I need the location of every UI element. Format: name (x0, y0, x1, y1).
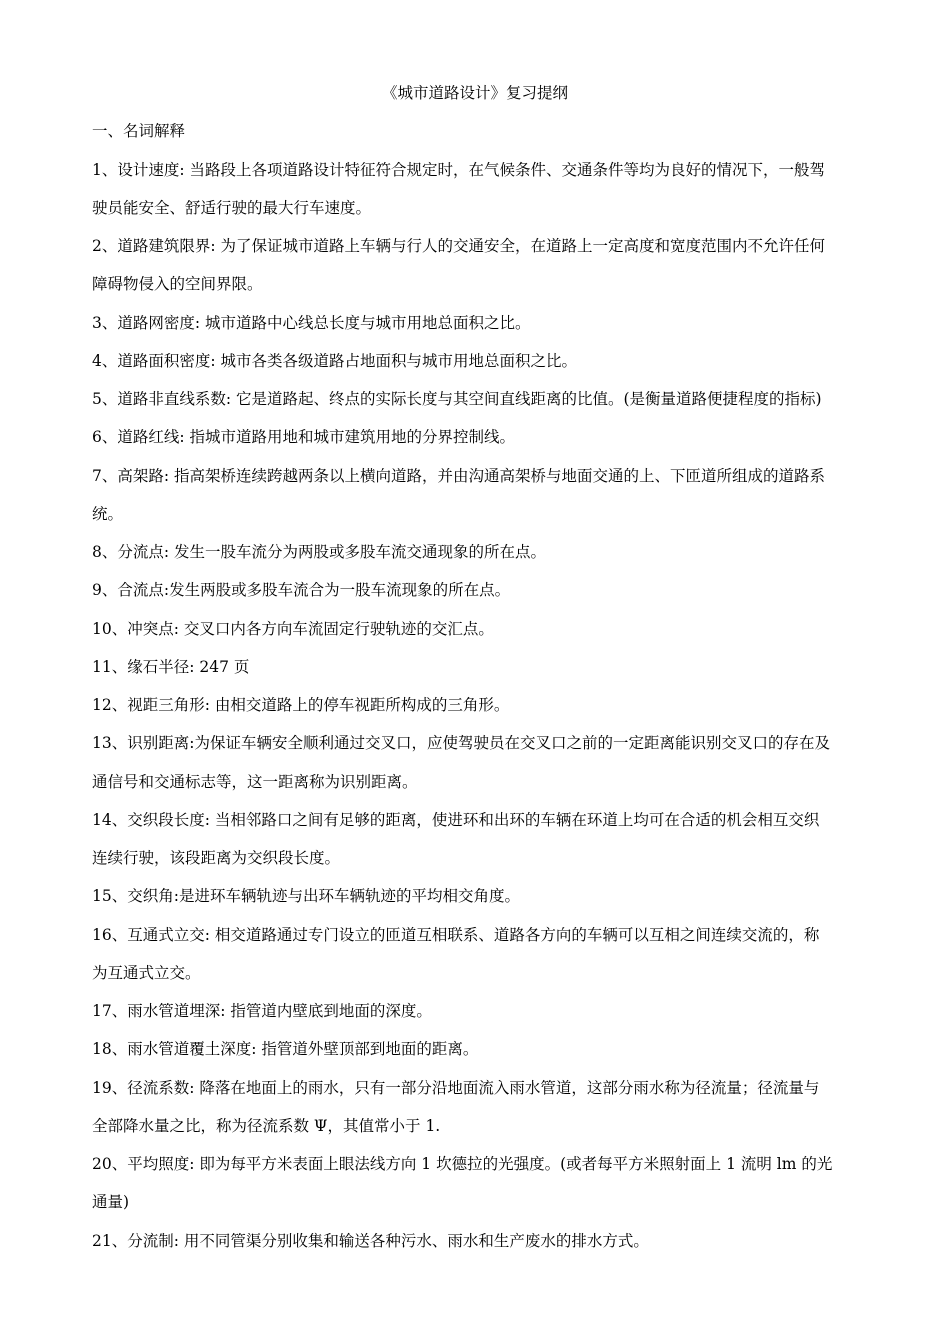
text-line: 驶员能安全、舒适行驶的最大行车速度。 (92, 199, 372, 217)
text-line: 13、识别距离:为保证车辆安全顺利通过交叉口，应使驾驶员在交叉口之前的一定距离能识别交叉口的存在及 (92, 734, 830, 752)
text-line: 20、平均照度: 即为每平方米表面上眼法线方向 1 坎德拉的光强度。(或者每平方米照射面上 1 流明 lm 的光 (92, 1155, 833, 1173)
text-line: 2、道路建筑限界: 为了保证城市道路上车辆与行人的交通安全，在道路上一定高度和宽度范围内不允许任何 (92, 237, 826, 255)
text-line: 21、分流制: 用不同管渠分别收集和输送各种污水、雨水和生产废水的排水方式。 (92, 1232, 649, 1250)
text-line: 通量) (92, 1193, 130, 1211)
text-line: 6、道路红线: 指城市道路用地和城市建筑用地的分界控制线。 (92, 428, 516, 446)
text-line: 9、合流点:发生两股或多股车流合为一股车流现象的所在点。 (92, 581, 511, 599)
text-line: 17、雨水管道埋深: 指管道内壁底到地面的深度。 (92, 1002, 432, 1020)
text-line: 连续行驶，该段距离为交织段长度。 (92, 849, 341, 867)
text-line: 通信号和交通标志等，这一距离称为识别距离。 (92, 773, 418, 791)
text-line: 7、高架路: 指高架桥连续跨越两条以上横向道路，并由沟通高架桥与地面交通的上、下匝道所组成的道路系 (92, 467, 826, 485)
text-line: 19、径流系数: 降落在地面上的雨水，只有一部分沿地面流入雨水管道，这部分雨水称为径流量；径流量与 (92, 1079, 820, 1097)
section-heading: 一、名词解释 (92, 122, 186, 140)
text-line: 11、缘石半径: 247 页 (92, 658, 250, 676)
text-line: 统。 (92, 505, 124, 523)
text-line: 1、设计速度: 当路段上各项道路设计特征符合规定时，在气候条件、交通条件等均为良好的情况下，一般驾 (92, 161, 826, 179)
text-line: 5、道路非直线系数: 它是道路起、终点的实际长度与其空间直线距离的比值。(是衡量道路便捷程度的指标) (92, 390, 822, 408)
text-line: 10、冲突点: 交叉口内各方向车流固定行驶轨迹的交汇点。 (92, 620, 494, 638)
text-line: 8、分流点: 发生一股车流分为两股或多股车流交通现象的所在点。 (92, 543, 547, 561)
text-line: 4、道路面积密度: 城市各类各级道路占地面积与城市用地总面积之比。 (92, 352, 578, 370)
text-line: 16、互通式立交: 相交道路通过专门设立的匝道互相联系、道路各方向的车辆可以互相之间连续交流的，称 (92, 926, 820, 944)
text-line: 全部降水量之比，称为径流系数 Ψ，其值常小于 1. (92, 1117, 441, 1135)
text-line: 14、交织段长度: 当相邻路口之间有足够的距离，使进环和出环的车辆在环道上均可在合适的机会相互交织 (92, 811, 820, 829)
text-line: 障碍物侵入的空间界限。 (92, 275, 263, 293)
document-title: 《城市道路设计》复习提纲 (381, 84, 568, 102)
text-line: 15、交织角:是进环车辆轨迹与出环车辆轨迹的平均相交角度。 (92, 887, 520, 905)
text-line: 18、雨水管道覆土深度: 指管道外壁顶部到地面的距离。 (92, 1040, 479, 1058)
text-line: 3、道路网密度: 城市道路中心线总长度与城市用地总面积之比。 (92, 314, 531, 332)
text-line: 为互通式立交。 (92, 964, 201, 982)
text-line: 12、视距三角形: 由相交道路上的停车视距所构成的三角形。 (92, 696, 510, 714)
